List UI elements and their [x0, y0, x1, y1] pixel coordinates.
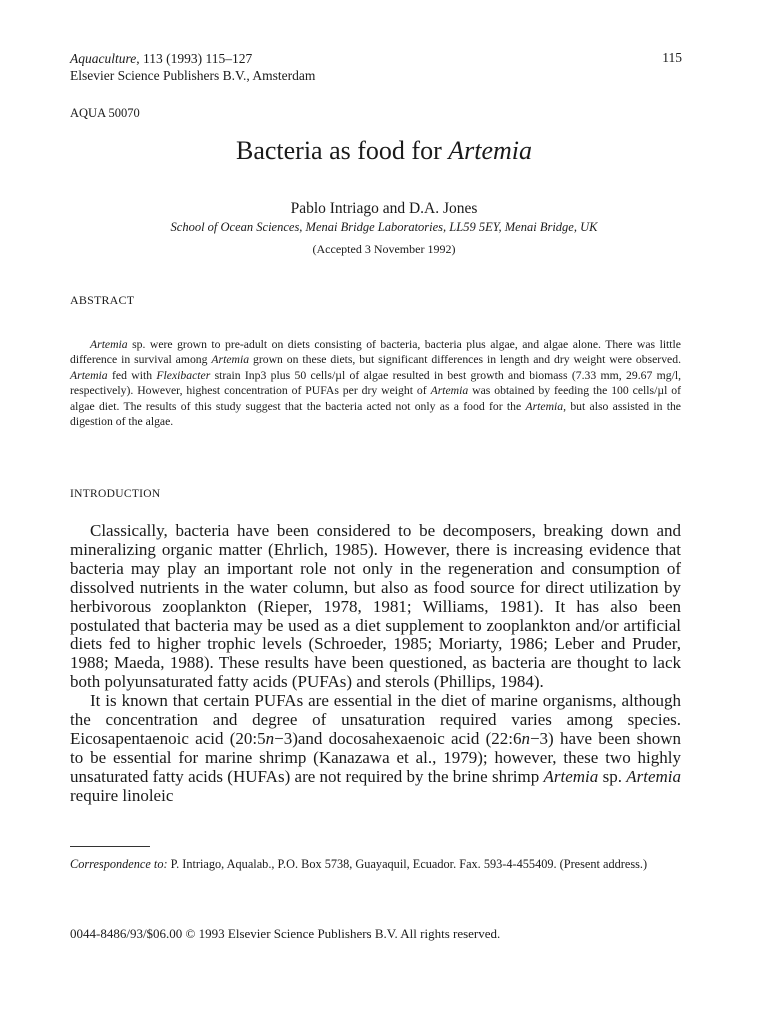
footnote	[70, 856, 681, 873]
abstract-t4: grown on these diets, but significant differences in length and dry weight were observed.	[249, 353, 681, 367]
affiliation: School of Ocean Sciences, Menai Bridge Laboratories, LL59 5EY, Menai Bridge, UK	[170, 220, 598, 234]
title-italic: Artemia	[448, 136, 532, 165]
journal-name: Aquaculture	[70, 51, 137, 66]
journal-info: , 113 (1993) 115–127	[136, 51, 253, 66]
intro-p2f: Artemia	[626, 766, 682, 786]
footnote-rule	[70, 846, 150, 847]
abstract-t1: Artemia	[90, 338, 128, 351]
publisher-line: Elsevier Science Publishers B.V., Amsterdam	[70, 68, 316, 83]
intro-paragraph-1	[70, 522, 681, 692]
abstract-t11: Artemia	[525, 399, 564, 413]
intro-p2e: sp.	[598, 766, 627, 786]
intro-p2g: require linoleic	[70, 785, 174, 805]
page-number: 115	[662, 50, 682, 65]
intro-p2n2: n	[521, 728, 530, 748]
footnote-text: P. Intriago, Aqualab., P.O. Box 5738, Guayaquil, Ecuador. Fax. 593-4-455409. (Present address.)	[167, 857, 648, 871]
article-code: AQUA 50070	[70, 106, 140, 120]
accepted-date: (Accepted 3 November 1992)	[312, 242, 456, 256]
abstract-t8: strain Inp3 plus 50 cells/µl of algae resulted in best growth and biomass (7.33 mm, 29.67 mg/l, respectively). However, highest concentration of PUFAs per dry weight of	[70, 368, 681, 398]
intro-p2n1: n	[265, 728, 275, 748]
abstract-t2: sp. were grown to pre-adult on diets consisting of bacteria, bacteria plus algae, and algae alone. There was little difference in survival among	[70, 338, 681, 367]
journal-header	[70, 50, 315, 84]
abstract-t3: Artemia	[211, 353, 250, 367]
article-title	[0, 136, 768, 166]
intro-p2d: Artemia	[543, 766, 599, 786]
abstract-t5: Artemia	[70, 368, 108, 382]
abstract-t7: Flexibacter	[156, 368, 211, 382]
abstract-t6: fed with	[107, 368, 157, 382]
abstract-t9: Artemia	[430, 384, 469, 398]
introduction-text	[70, 522, 681, 806]
abstract-heading: ABSTRACT	[70, 293, 135, 307]
intro-p2a: It is known that certain PUFAs are essential in the diet of marine organisms, although the concentration and degree of unsaturation required varies among species. Eicosapentaenoic acid (20:5	[70, 691, 681, 748]
copyright-line: 0044-8486/93/$06.00 © 1993 Elsevier Science Publishers B.V. All rights reserved.	[70, 926, 501, 941]
intro-p2b: −3)and docosahexaenoic acid (22:6	[274, 728, 522, 748]
intro-paragraph-2	[70, 692, 681, 805]
intro-p1: Classically, bacteria have been considered to be decomposers, breaking down and mineralizing organic matter (Ehrlich, 1985). However, there is increasing evidence that bacteria may play an important role not only in the regeneration and consumption of dissolved nutrients in the water column, but also as food source for direct utilization by herbivorous zooplankton (Rieper, 1978, 1981; Williams, 1981). It has also been postulated that bacteria may be used as a diet supplement to zooplankton and/or artificial diets fed to higher trophic levels (Schroeder, 1985; Moriarty, 1986; Leber and Pruder, 1988; Maeda, 1988). These results have been questioned, as bacteria are thought to lack both polyunsaturated fatty acids (PUFAs) and sterols (Phillips, 1984).	[70, 521, 681, 692]
abstract-t12: , but also assisted in the digestion of the algae.	[70, 399, 681, 429]
title-main: Bacteria as food for	[235, 136, 449, 165]
intro-p2c: −3) have been shown to be essential for marine shrimp (Kanazawa et al., 1979); however, these two highly unsaturated fatty acids (HUFAs) are not required by the brine shrimp	[70, 728, 681, 786]
abstract-t10: was obtained by feeding the 100 cells/µl of algae diet. The results of this study suggest that the bacteria acted not only as a food for the	[70, 384, 681, 413]
introduction-heading: INTRODUCTION	[70, 488, 161, 500]
footnote-label: Correspondence to:	[70, 857, 168, 871]
abstract-text	[70, 337, 681, 429]
authors: Pablo Intriago and D.A. Jones	[290, 200, 478, 217]
